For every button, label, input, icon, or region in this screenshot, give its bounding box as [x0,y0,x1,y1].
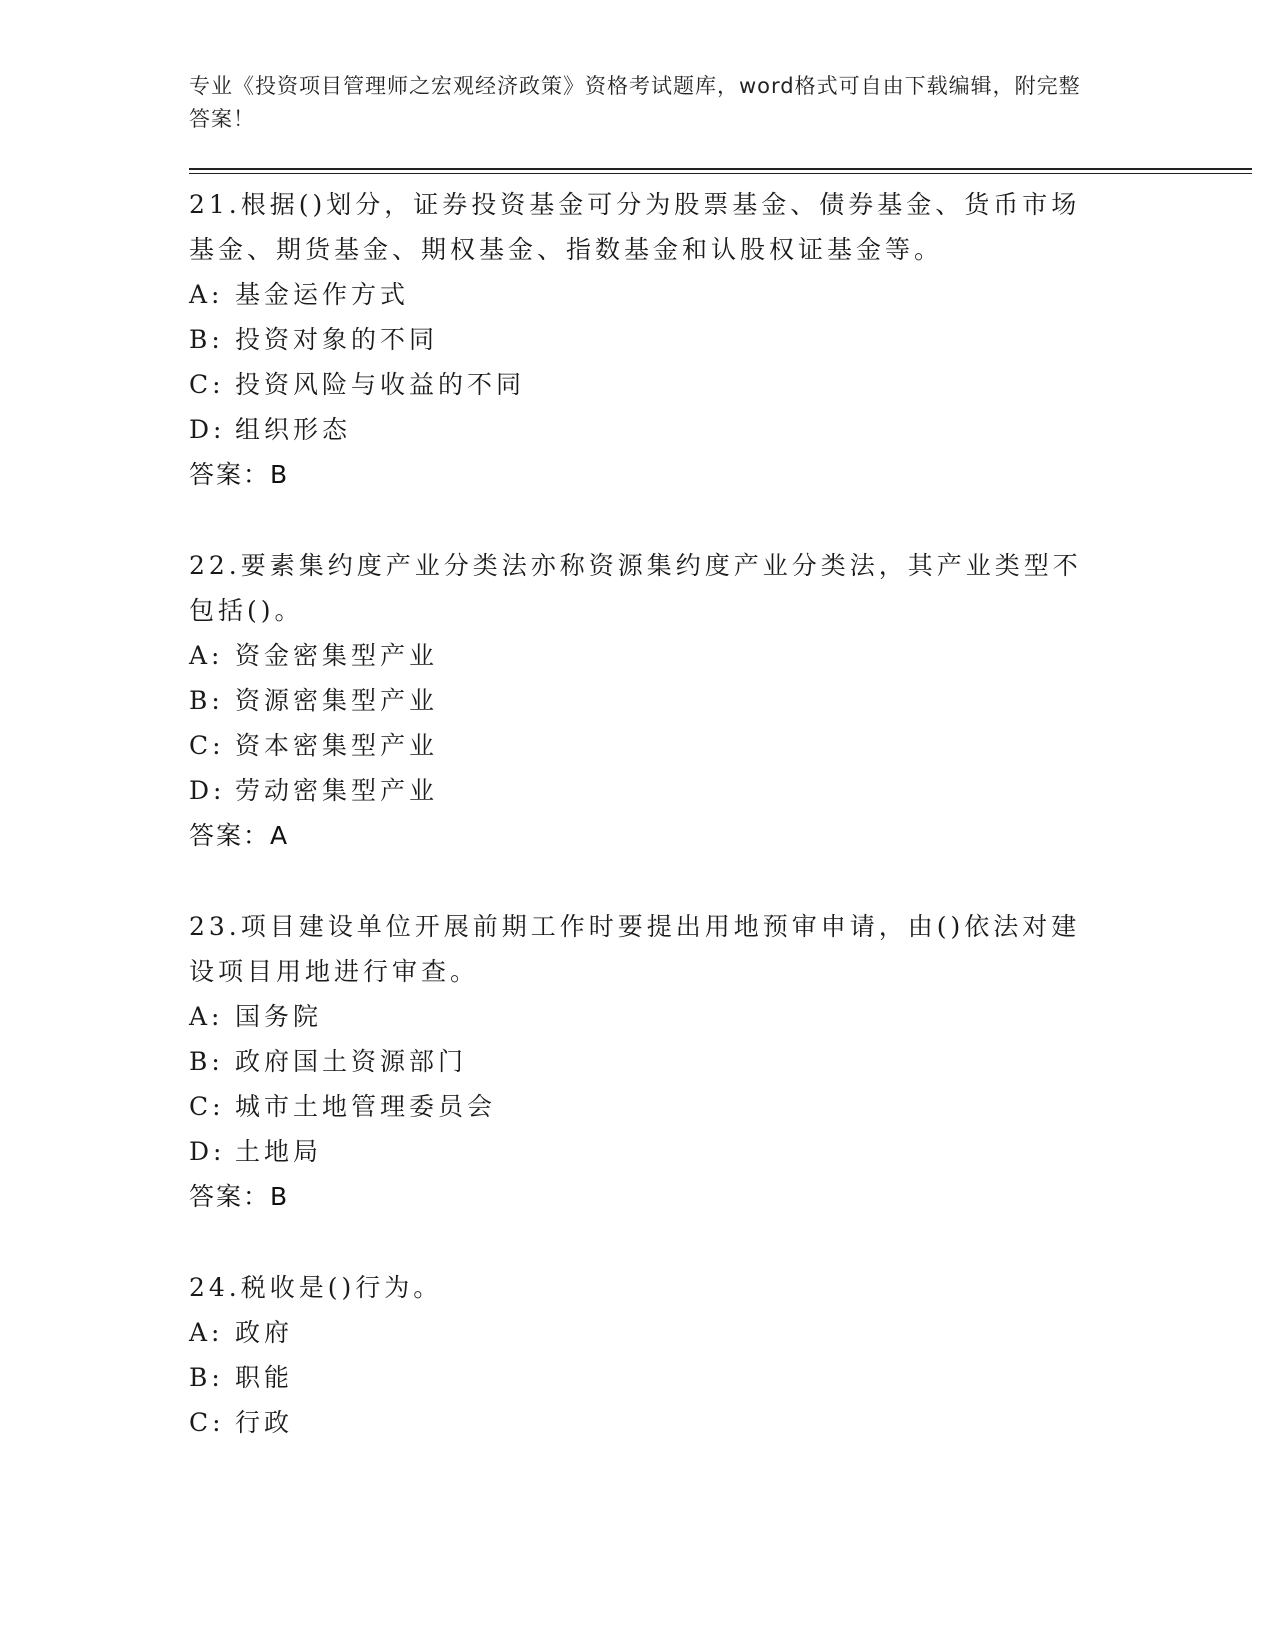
option-c [189,1400,1089,1445]
question-list [189,182,1089,1445]
option-letter: C: [189,731,225,760]
question-text: 22.要素集约度产业分类法亦称资源集约度产业分类法，其产业类型不包括()。 [189,551,1082,625]
document-header: 专业《投资项目管理师之宏观经济政策》资格考试题库，word格式可自由下载编辑，附完整答案！ [189,74,1081,131]
option-text: 投资风险与收益的不同 [235,370,526,399]
option-d [189,407,1089,452]
option-text: 职能 [235,1363,294,1392]
option-c [189,723,1089,768]
answer: 答案：A [189,821,290,850]
option-letter: B: [189,686,224,715]
option-text: 资本密集型产业 [235,731,439,760]
option-text: 资金密集型产业 [235,641,439,670]
option-text: 城市土地管理委员会 [235,1092,497,1121]
option-a [189,1310,1089,1355]
option-letter: B: [189,1363,224,1392]
question-23 [189,904,1089,1219]
document-page [189,70,1089,1491]
option-letter: C: [189,1408,225,1437]
option-text: 投资对象的不同 [235,325,439,354]
option-text: 劳动密集型产业 [235,776,439,805]
option-letter: B: [189,325,224,354]
question-24 [189,1265,1089,1445]
option-a [189,994,1089,1039]
option-b [189,1039,1089,1084]
option-a [189,633,1089,678]
option-letter: B: [189,1047,224,1076]
option-text: 政府国土资源部门 [235,1047,468,1076]
option-letter: C: [189,1092,225,1121]
option-letter: A: [189,1002,224,1031]
option-text: 政府 [235,1318,294,1347]
option-d [189,1129,1089,1174]
option-text: 国务院 [235,1002,323,1031]
option-letter: A: [189,641,224,670]
answer: 答案：B [189,460,290,489]
option-d [189,768,1089,813]
option-c [189,1084,1089,1129]
question-text: 23.项目建设单位开展前期工作时要提出用地预审申请，由()依法对建设项目用地进行审查。 [189,912,1081,986]
option-a [189,272,1089,317]
option-letter: A: [189,1318,224,1347]
question-21 [189,182,1089,497]
option-b [189,317,1089,362]
option-letter: A: [189,280,224,309]
option-letter: D: [189,415,226,444]
answer: 答案：B [189,1182,290,1211]
option-c [189,362,1089,407]
question-22 [189,543,1089,858]
option-b [189,678,1089,723]
option-text: 土地局 [235,1137,323,1166]
option-b [189,1355,1089,1400]
option-letter: D: [189,1137,226,1166]
option-letter: C: [189,370,225,399]
option-text: 组织形态 [235,415,352,444]
question-text: 24.税收是()行为。 [189,1273,443,1302]
question-text: 21.根据()划分，证券投资基金可分为股票基金、债券基金、货币市场基金、期货基金、期权基金、指数基金和认股权证基金等。 [189,190,1081,264]
header-divider [189,168,1252,174]
option-text: 行政 [235,1408,294,1437]
option-text: 资源密集型产业 [235,686,439,715]
option-letter: D: [189,776,226,805]
option-text: 基金运作方式 [235,280,410,309]
